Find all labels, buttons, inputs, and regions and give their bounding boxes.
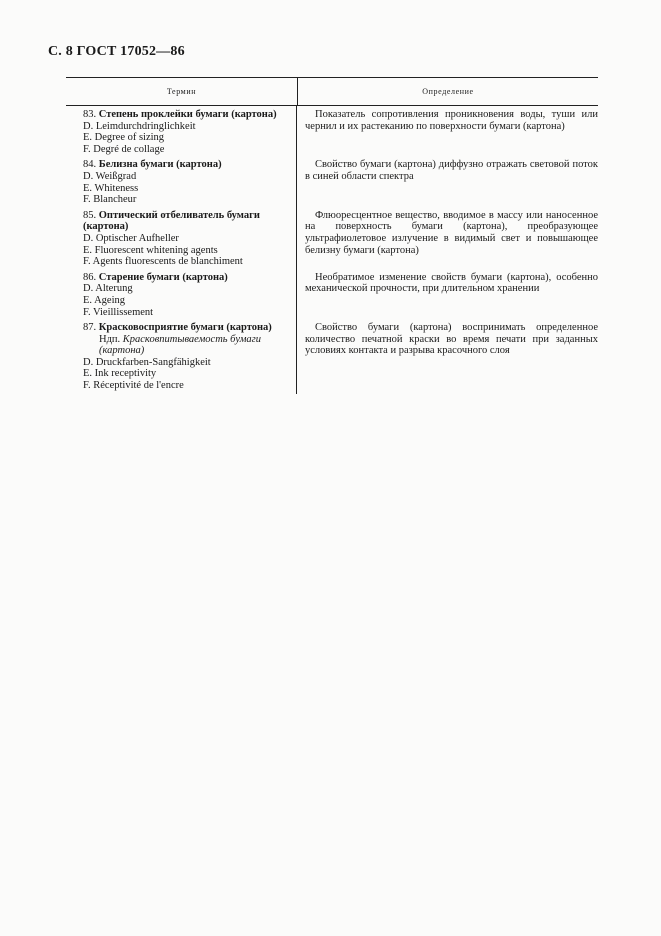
definition-83: Показатель сопротивления проникновения воды, туши или чернил и их растеканию по поверхности бумаги (картона): [305, 109, 598, 132]
term-french: F. Degré de collage: [83, 143, 165, 155]
term-entry-83: [83, 109, 292, 155]
term-number: 83.: [83, 109, 97, 120]
term-french: F. Vieillissement: [83, 306, 154, 318]
term-german: D. Druckfarben-Sangfähigkeit: [83, 356, 211, 368]
term-title: Старение бумаги (картона): [98, 271, 228, 283]
term-not-recommended: [83, 334, 292, 357]
term-entry-84: [83, 159, 292, 205]
definition-87: Свойство бумаги (картона) воспринимать определенное количество печатной краски во время печати при заданных условиях контакта и разрыва красочного слоя: [305, 322, 598, 357]
page-header: С. 8 ГОСТ 17052—86: [48, 44, 185, 59]
table-body: [66, 106, 598, 394]
term-number: 85.: [83, 209, 97, 221]
term-english: E. Ink receptivity: [83, 368, 157, 380]
term-german: D. Optischer Aufheller: [83, 232, 179, 244]
term-german: D. Alterung: [83, 283, 133, 295]
ndp-term: Красковпитываемость бумаги (картона): [99, 333, 262, 357]
definition-86: Необратимое изменение свойств бумаги (картона), особенно механической прочности, при длительном хранении: [305, 271, 598, 295]
term-title: Красковосприятие бумаги (картона): [98, 322, 272, 334]
term-german: D. Leimdurchdringlichkeit: [83, 120, 196, 132]
column-header-definition: Определение: [422, 87, 474, 96]
definition-85: Флюоресцентное вещество, вводимое в массу или наносенное на поверхность бумаги (картона), преобразующее ультрафиолетовое излучение в видимый свет и повышающее белизну бумаги (картона): [305, 209, 598, 256]
term-number: 86.: [83, 271, 97, 283]
table-header-row: [66, 78, 598, 106]
term-english: E. Ageing: [83, 294, 125, 306]
term-german: D. Weißgrad: [83, 170, 137, 182]
term-french: F. Blancheur: [83, 194, 137, 206]
term-number: 87.: [83, 322, 97, 334]
term-entry-85: [83, 210, 292, 268]
term-french: F. Réceptivité de l'encre: [83, 380, 184, 392]
term-title: Степень проклейки бумаги (картона): [98, 109, 277, 120]
term-title: Оптический отбеливатель бумаги (картона): [83, 209, 260, 233]
terms-table: [66, 77, 598, 394]
terms-column: [66, 106, 297, 394]
term-french: F. Agents fluorescents de blanchiment: [83, 256, 243, 268]
term-english: E. Whiteness: [83, 182, 139, 194]
definition-84: Свойство бумаги (картона) диффузно отражать световой поток в синей области спектра: [305, 159, 598, 182]
term-english: E. Degree of sizing: [83, 132, 165, 144]
definitions-column: [297, 106, 598, 394]
ndp-label: Ндп.: [99, 333, 121, 345]
term-entry-87: [83, 322, 292, 392]
term-number: 84.: [83, 159, 97, 171]
term-title: Белизна бумаги (картона): [98, 159, 222, 171]
term-entry-86: [83, 272, 292, 318]
term-english: E. Fluorescent whitening agents: [83, 244, 218, 256]
column-header-term: Термин: [66, 78, 298, 105]
